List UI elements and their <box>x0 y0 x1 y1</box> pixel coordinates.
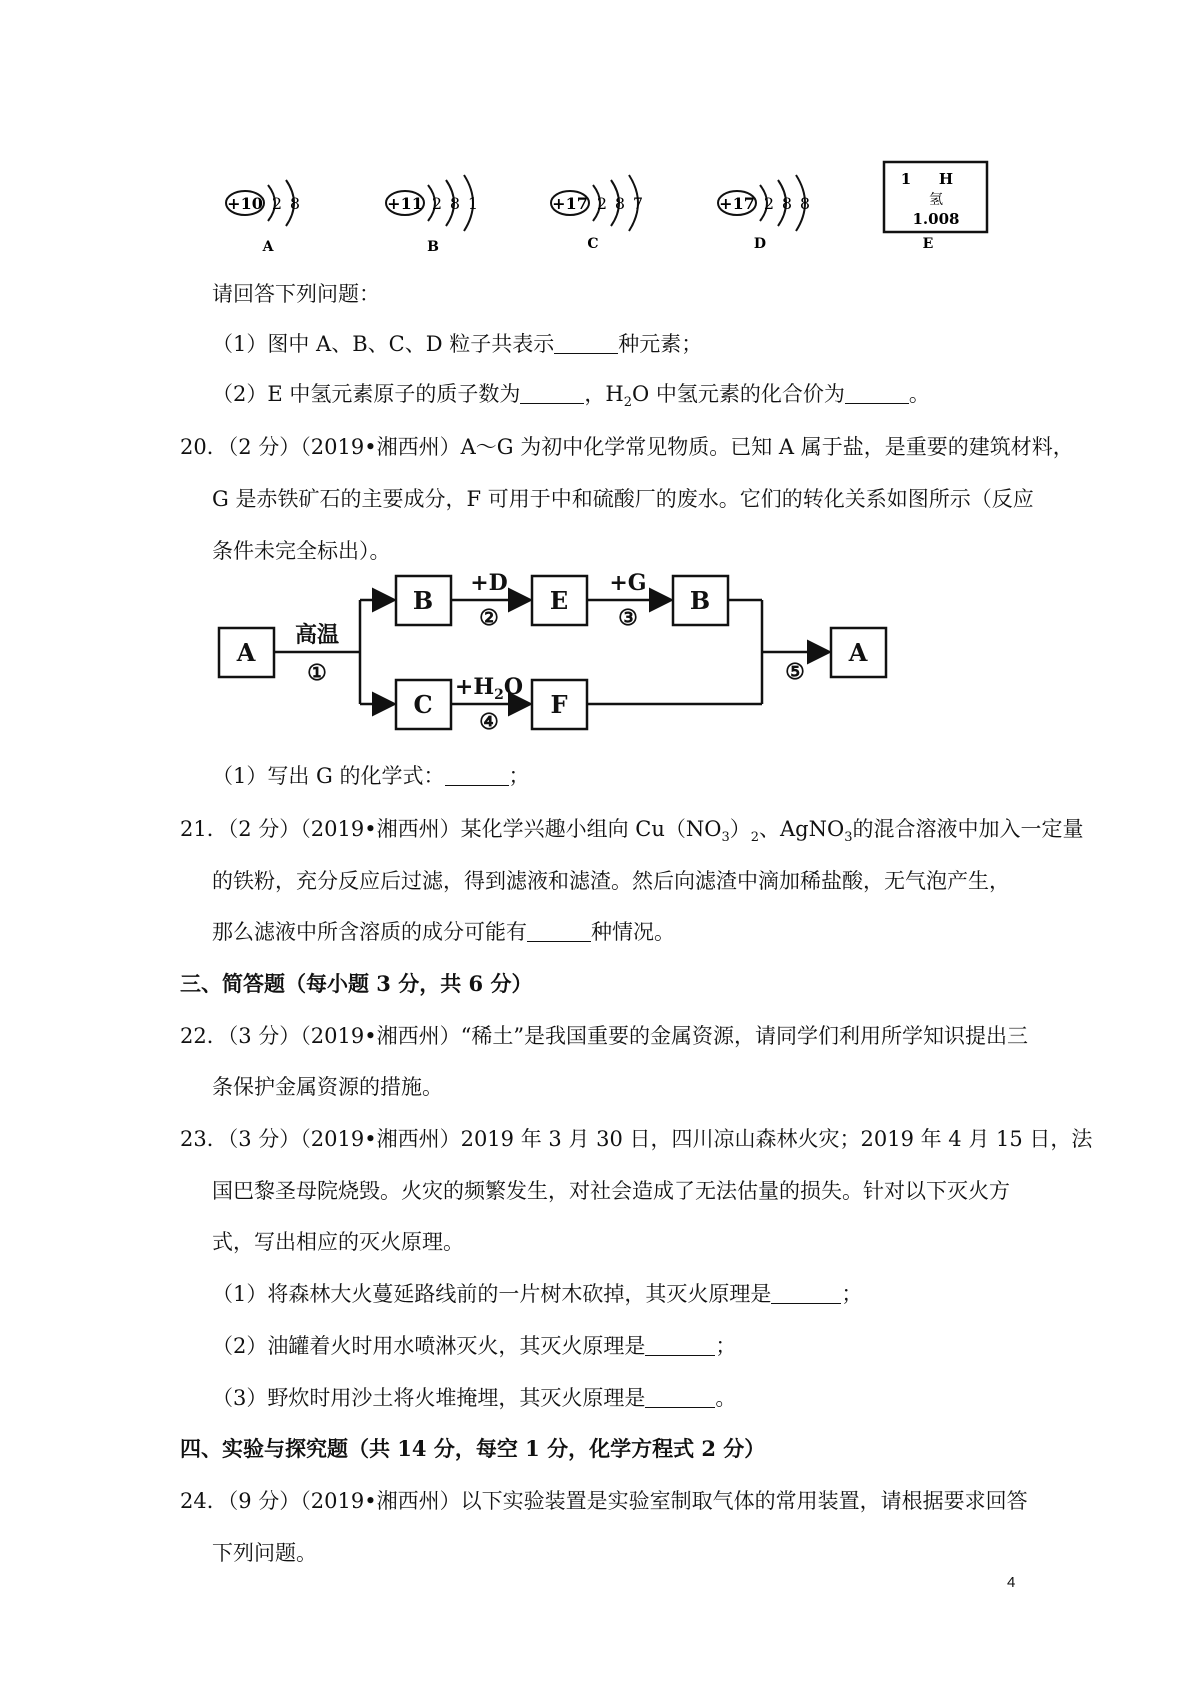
flow-condition-h2o-sub: 2 <box>494 687 504 703</box>
q24-line-1: 24．（9 分）（2019•湘西州）以下实验装置是实验室制取气体的常用装置，请根据要求回答 <box>180 1489 1028 1513</box>
q23-part1-blank <box>771 1281 841 1304</box>
q23-part1-text: （1）将森林大火蔓延路线前的一片树木砍掉，其灭火原理是 <box>212 1282 772 1306</box>
particle-d-label: D <box>753 236 767 252</box>
particle-c-diagram <box>551 175 643 252</box>
flow-step-2: ② <box>479 605 499 631</box>
q21-line-1-d: 的混合溶液中加入一定量 <box>852 817 1084 841</box>
q23-part2 <box>212 1331 736 1361</box>
particle-b-label: B <box>427 239 439 255</box>
q19-part1-blank <box>554 331 618 354</box>
q23-part2-end: ； <box>715 1334 737 1358</box>
q20-part1 <box>212 761 530 791</box>
q21-line-1-c: 、AgNO <box>759 817 845 841</box>
flow-condition-high-temp: 高温 <box>294 622 340 648</box>
particle-a-label: A <box>262 239 274 255</box>
q19-part1-end: 种元素； <box>618 332 703 356</box>
element-card-name: 氢 <box>929 192 943 208</box>
section-4-title: 四、实验与探究题（共 14 分，每空 1 分，化学方程式 2 分） <box>180 1436 766 1461</box>
particle-b-shell-2: 8 <box>449 194 461 213</box>
q21-line-3-end: 种情况。 <box>591 920 675 944</box>
q19-part1-text: （1）图中 A、B、C、D 粒子共表示 <box>212 332 555 356</box>
particle-d-nucleus: +17 <box>719 194 755 213</box>
particle-a-shell-2: 8 <box>289 194 301 213</box>
q19-part2-blank-1 <box>520 381 584 404</box>
q21-blank <box>527 919 591 942</box>
q19-part2-mid: ，H <box>584 382 624 406</box>
q19-part2-text: （2）E 中氢元素原子的质子数为 <box>212 382 521 406</box>
q19-part2 <box>212 379 930 418</box>
particle-a-diagram <box>226 180 300 255</box>
q21-line-3-text: 那么滤液中所含溶质的成分可能有 <box>212 920 527 944</box>
q20-line-3: 条件未完全标出）。 <box>212 539 391 563</box>
particle-c-shell-3: 7 <box>632 194 644 213</box>
q21-line-1-a: 21．（2 分）（2019•湘西州）某化学兴趣小组向 Cu（NO <box>180 817 722 841</box>
q23-part3-blank <box>645 1385 715 1408</box>
q22-line-1: 22．（3 分）（2019•湘西州）“稀土”是我国重要的金属资源，请同学们利用所学知识提出三 <box>180 1024 1029 1048</box>
q22-line-2: 条保护金属资源的措施。 <box>212 1075 443 1099</box>
element-card-e <box>884 162 987 252</box>
particle-a-nucleus: +10 <box>227 194 263 213</box>
flow-label-b: B <box>412 586 434 615</box>
flow-label-e: E <box>549 586 569 615</box>
q23-part1 <box>212 1279 862 1309</box>
q23-part2-blank <box>645 1333 715 1356</box>
q23-part1-end: ； <box>841 1282 863 1306</box>
q20-part1-text: （1）写出 G 的化学式： <box>212 764 445 788</box>
flow-condition-h2o-o: O <box>503 674 524 700</box>
q19-part1 <box>212 329 702 359</box>
particle-d-diagram <box>718 175 810 252</box>
q21-sub-3: 3 <box>844 830 853 846</box>
flow-label-a2: A <box>848 638 868 667</box>
particle-d-shell-3: 8 <box>799 194 811 213</box>
atom-structure-figure <box>0 0 1200 270</box>
particle-c-label: C <box>587 236 599 252</box>
q21-line-3 <box>212 917 675 947</box>
q23-part3 <box>212 1383 736 1413</box>
flow-step-5: ⑤ <box>785 659 805 685</box>
q19-part2-end: 。 <box>908 382 930 406</box>
q23-part3-text: （3）野炊时用沙土将火堆掩埋，其灭火原理是 <box>212 1386 646 1410</box>
q19-part2-blank-2 <box>845 381 909 404</box>
flow-label-f: F <box>550 690 568 719</box>
q23-part3-end: 。 <box>715 1386 737 1410</box>
q23-part2-text: （2）油罐着火时用水喷淋灭火，其灭火原理是 <box>212 1334 646 1358</box>
flow-label-b2: B <box>689 586 711 615</box>
particle-b-nucleus: +11 <box>387 194 423 213</box>
flow-step-3: ③ <box>618 605 638 631</box>
section-3-title: 三、简答题（每小题 3 分，共 6 分） <box>180 971 533 996</box>
q23-line-3: 式，写出相应的灭火原理。 <box>212 1230 464 1254</box>
q19-part2-mid2: O 中氢元素的化合价为 <box>631 382 845 406</box>
particle-b-shell-3: 1 <box>467 194 479 213</box>
page-number: 4 <box>1007 1574 1016 1591</box>
particle-c-nucleus: +17 <box>552 194 588 213</box>
q20-line-1: 20．（2 分）（2019•湘西州）A～G 为初中化学常见物质。已知 A 属于盐，是重要的建筑材料， <box>180 435 1074 459</box>
particle-b-shell-1: 2 <box>431 194 443 213</box>
particle-a-shell-1: 2 <box>271 194 283 213</box>
particle-b-diagram <box>386 175 478 255</box>
flow-step-4: ④ <box>479 709 499 735</box>
q24-line-2: 下列问题。 <box>212 1541 317 1565</box>
element-card-label: E <box>922 236 934 252</box>
q21-sub-1: 3 <box>721 830 730 846</box>
q21-line-1-b: ） <box>729 817 751 841</box>
q23-line-2: 国巴黎圣母院烧毁。火灾的频繁发生，对社会造成了无法估量的损失。针对以下灭火方 <box>212 1179 1010 1203</box>
flow-condition-h2o <box>455 674 523 703</box>
particle-d-shell-2: 8 <box>781 194 793 213</box>
q19-prompt: 请回答下列问题： <box>212 282 380 306</box>
q20-part1-blank <box>445 763 509 786</box>
flow-label-c: C <box>413 690 433 719</box>
flow-condition-h2o-h: +H <box>454 674 495 700</box>
q20-line-2: G 是赤铁矿石的主要成分，F 可用于中和硫酸厂的废水。它们的转化关系如图所示（反应 <box>212 487 1034 511</box>
q21-line-1 <box>180 814 1084 853</box>
element-card-mass: 1.008 <box>912 210 960 228</box>
flow-condition-d: +D <box>470 570 508 596</box>
flow-label-a: A <box>236 638 256 667</box>
element-card-number: 1 <box>900 170 912 188</box>
q21-sub-2: 2 <box>750 830 760 846</box>
q21-line-2: 的铁粉，充分反应后过滤，得到滤液和滤渣。然后向滤渣中滴加稀盐酸，无气泡产生， <box>212 869 1010 893</box>
flow-step-1: ① <box>307 660 327 686</box>
conversion-flow-diagram <box>0 560 1200 740</box>
particle-d-shell-1: 2 <box>763 194 775 213</box>
particle-c-shell-1: 2 <box>596 194 608 213</box>
particle-c-shell-2: 8 <box>614 194 626 213</box>
element-card-symbol: H <box>938 170 954 188</box>
q23-line-1: 23．（3 分）（2019•湘西州）2019 年 3 月 30 日，四川凉山森林火灾；2019 年 4 月 15 日，法 <box>180 1127 1093 1151</box>
q19-part2-sub: 2 <box>623 395 632 411</box>
flow-condition-g: +G <box>609 570 647 596</box>
q20-part1-end: ； <box>508 764 530 788</box>
